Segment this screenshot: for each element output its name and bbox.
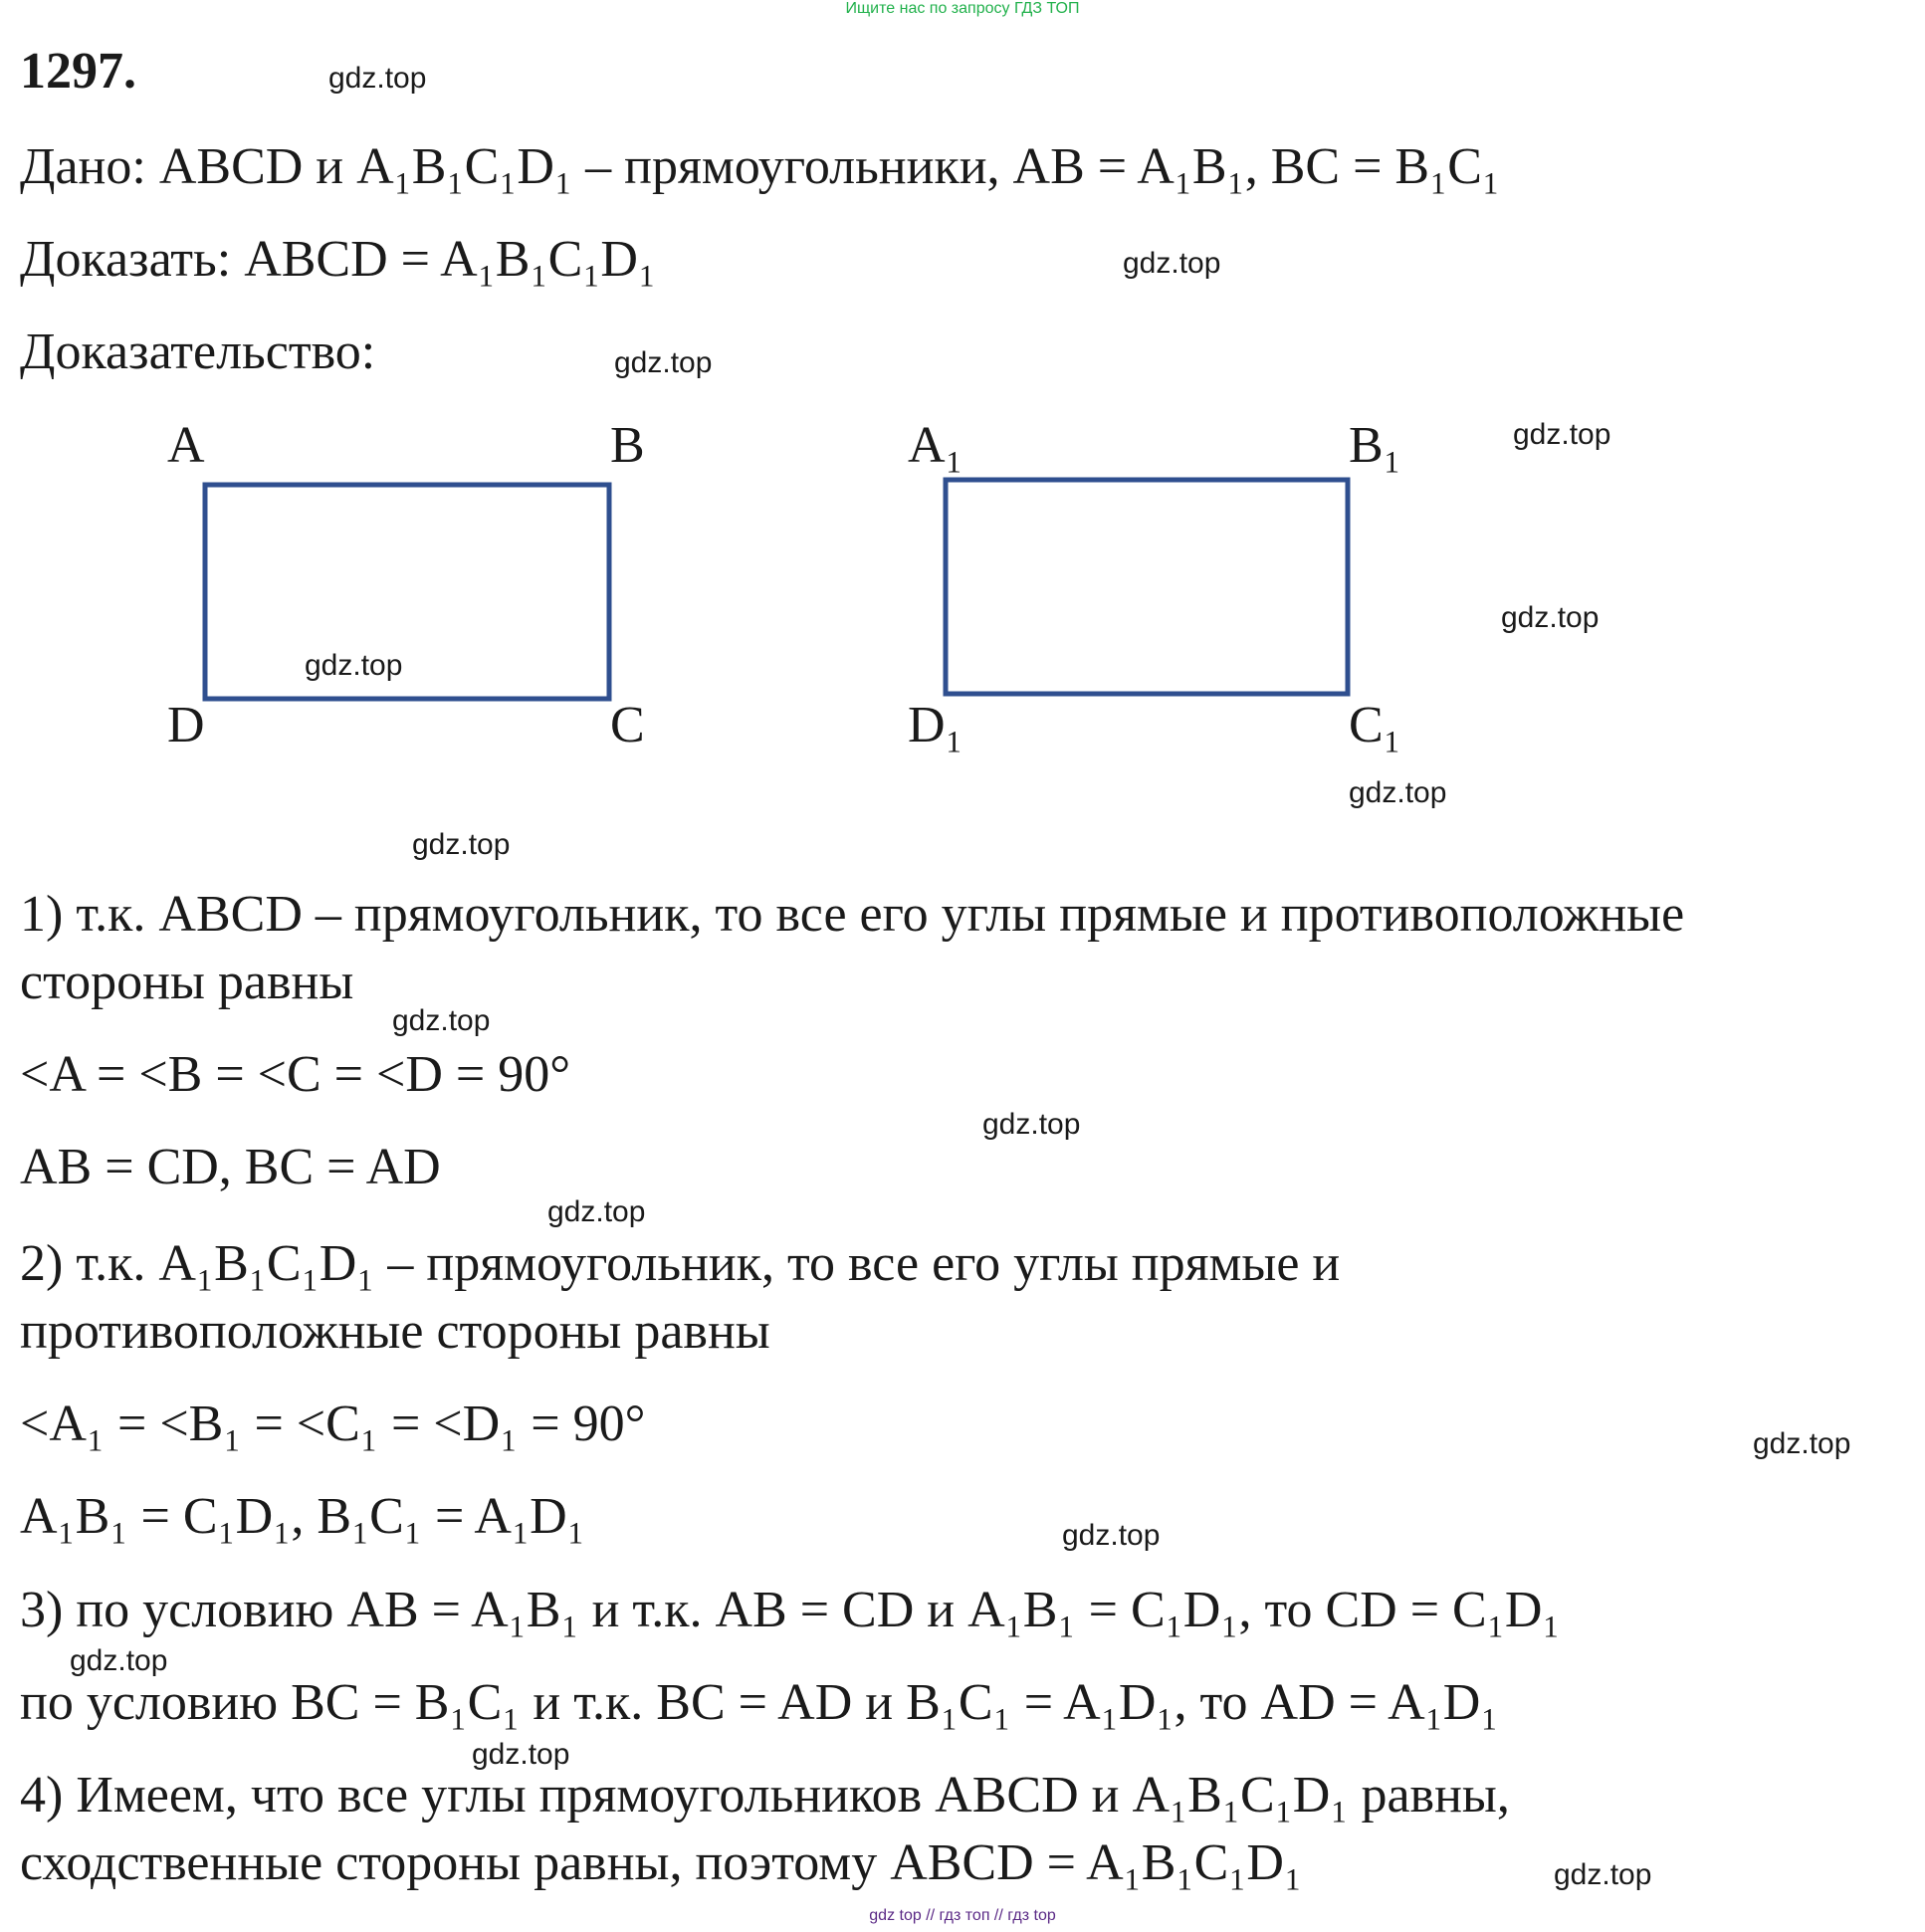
vertex-d1: D₁ — [908, 697, 963, 753]
watermark: gdz.top — [1123, 247, 1221, 280]
step-4-text: 4) Имеем, что все углы прямоугольников ABCD и A₁B₁C₁D₁ равны, — [20, 1767, 1510, 1824]
vertex-c1: C₁ — [1349, 697, 1401, 753]
rectangle-a1b1c1d1 — [946, 480, 1348, 694]
vertex-b1: B₁ — [1349, 417, 1401, 474]
step-3-text: 3) по условию AB = A₁B₁ и т.к. AB = CD и A₁B₁ = C₁D₁, то CD = C₁D₁ — [20, 1582, 1561, 1638]
top-banner: Ищите нас по запросу ГДЗ ТОП — [845, 0, 1080, 17]
watermark: gdz.top — [547, 1195, 646, 1228]
vertex-a: A — [167, 417, 205, 474]
step-3-text-cont: по условию BC = B₁C₁ и т.к. BC = AD и B₁C₁ = A₁D₁, то AD = A₁D₁ — [20, 1674, 1499, 1731]
step-2-angles: <A₁ = <B₁ = <C₁ = <D₁ = 90° — [20, 1395, 646, 1452]
prove-line: Доказать: ABCD = A₁B₁C₁D₁ — [20, 231, 657, 288]
given-line: Дано: ABCD и A₁B₁C₁D₁ – прямоугольники, AB = A₁B₁, BC = B₁C₁ — [20, 138, 1501, 195]
watermark: gdz.top — [472, 1738, 570, 1771]
step-1-text: 1) т.к. ABCD – прямоугольник, то все его углы прямые и противоположные — [20, 886, 1685, 943]
watermark: gdz.top — [982, 1108, 1081, 1141]
step-2-text: 2) т.к. A₁B₁C₁D₁ – прямоугольник, то все его углы прямые и — [20, 1235, 1341, 1292]
watermark: gdz.top — [70, 1644, 168, 1677]
watermark: gdz.top — [1513, 418, 1611, 451]
watermark: gdz.top — [305, 649, 403, 682]
watermark: gdz.top — [1349, 776, 1447, 809]
watermark: gdz.top — [392, 1004, 491, 1037]
step-1-sides: AB = CD, BC = AD — [20, 1139, 441, 1195]
watermark: gdz.top — [412, 828, 511, 861]
step-1-angles: <A = <B = <C = <D = 90° — [20, 1046, 571, 1103]
vertex-b: B — [610, 417, 645, 474]
watermark: gdz.top — [1753, 1427, 1851, 1460]
watermark: gdz.top — [328, 62, 427, 95]
step-2-text-cont: противоположные стороны равны — [20, 1303, 770, 1360]
watermark: gdz.top — [614, 346, 713, 379]
watermark: gdz.top — [1062, 1519, 1161, 1552]
proof-heading: Доказательство: — [20, 323, 376, 380]
footer-links: gdz top // гдз топ // гдз top — [869, 1907, 1056, 1924]
watermark: gdz.top — [1554, 1858, 1652, 1891]
step-4-text-cont: сходственные стороны равны, поэтому ABCD = A₁B₁C₁D₁ — [20, 1834, 1303, 1891]
step-2-sides: A₁B₁ = C₁D₁, B₁C₁ = A₁D₁ — [20, 1488, 585, 1545]
vertex-d: D — [167, 697, 205, 753]
rectangle-abcd — [205, 485, 609, 699]
step-1-text-cont: стороны равны — [20, 954, 354, 1010]
vertex-a1: A₁ — [908, 417, 963, 474]
vertex-c: C — [610, 697, 645, 753]
problem-number: 1297. — [20, 43, 136, 100]
watermark: gdz.top — [1501, 601, 1600, 634]
